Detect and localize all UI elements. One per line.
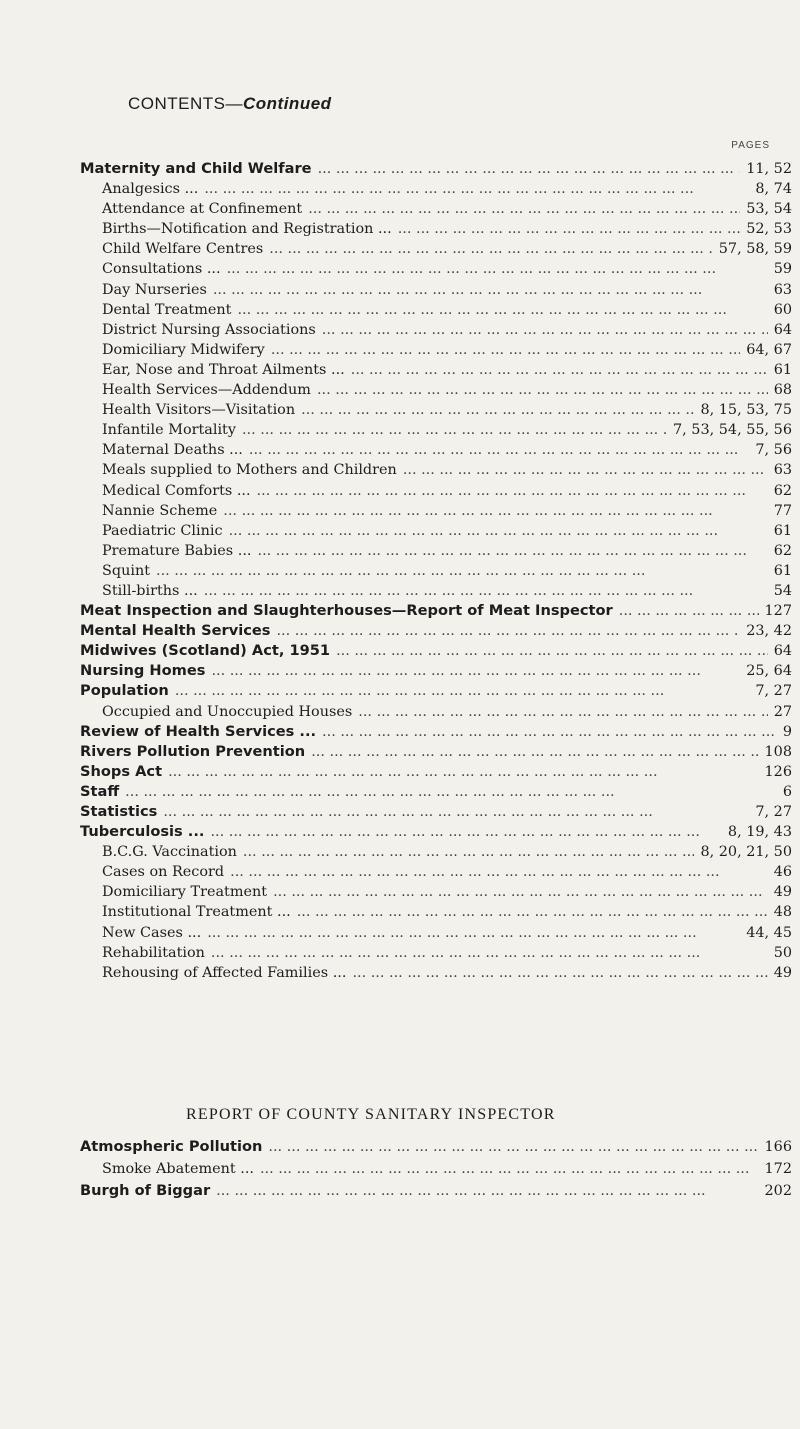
entry-title: Maternity and Child Welfare [80, 160, 312, 177]
dot-leader [322, 320, 768, 340]
header-suffix: Continued [243, 94, 332, 113]
entry-pages: 64 [773, 643, 792, 660]
entry-pages: 77 [773, 502, 792, 519]
entry-pages: 8, 20, 21, 50 [700, 844, 792, 861]
entry-pages: 60 [773, 301, 792, 318]
entry-title: Day Nurseries [102, 281, 207, 298]
entry-title: Atmospheric Pollution [80, 1138, 263, 1155]
contents-entry [80, 320, 792, 340]
dot-leader [317, 380, 768, 400]
dot-leader [125, 782, 777, 802]
entry-title: New Cases ... [102, 924, 202, 941]
entry-title: Nursing Homes [80, 662, 206, 680]
entry-title: Analgesics ... [102, 181, 199, 198]
entry-title: B.C.G. Vaccination [102, 844, 237, 861]
entry-pages: 61 [773, 522, 792, 539]
entry-pages: 108 [764, 743, 792, 760]
dot-leader [336, 641, 768, 661]
entry-title: Meat Inspection and Slaughterhouses—Report of Meat Inspector [80, 602, 613, 620]
dot-leader [213, 280, 768, 300]
entry-pages: 54 [773, 582, 792, 599]
entry-pages: 127 [764, 603, 792, 620]
contents-entry [80, 641, 792, 661]
dot-leader [318, 159, 741, 179]
entry-title: Nannie Scheme [102, 502, 218, 519]
dot-leader [168, 762, 758, 782]
contents-entry [80, 521, 792, 541]
dot-leader [308, 199, 740, 219]
dot-leader [204, 179, 749, 199]
entry-pages: 11, 52 [746, 161, 792, 177]
dot-leader [273, 882, 768, 902]
entry-title: Occupied and Unoccupied Houses [102, 703, 353, 720]
entry-pages: 6 [782, 783, 792, 800]
entry-pages: 53, 54 [746, 201, 792, 218]
entry-title: Maternal Deaths ... [102, 442, 243, 459]
dot-leader [237, 300, 767, 320]
entry-pages: 44, 45 [746, 924, 792, 941]
dot-leader [619, 601, 759, 621]
contents-entry [80, 742, 792, 762]
contents-entry [80, 360, 792, 380]
entry-title: Dental Treatment [102, 301, 232, 318]
dot-leader [211, 943, 768, 963]
dot-leader [227, 259, 768, 279]
dot-leader [352, 963, 767, 983]
contents-entry [80, 902, 792, 922]
dot-leader [223, 501, 767, 521]
dot-leader [351, 360, 768, 380]
dot-leader [260, 1158, 759, 1180]
entry-pages: 49 [773, 964, 792, 981]
contents-entry [80, 621, 792, 641]
header-prefix: CONTENTS— [128, 94, 243, 113]
dot-leader [403, 460, 768, 480]
entry-title: Consultations ... [102, 261, 221, 278]
dot-leader [322, 722, 777, 742]
entry-pages: 7, 56 [755, 442, 792, 459]
entry-title: Meals supplied to Mothers and Children [102, 462, 397, 479]
contents-entry [80, 259, 792, 279]
entry-pages: 202 [764, 1183, 792, 1199]
entry-title: Shops Act [80, 762, 163, 780]
entry-title: Child Welfare Centres [102, 241, 264, 258]
entry-title: Domiciliary Midwifery [102, 341, 265, 358]
contents-entry [80, 541, 792, 561]
entry-title: Population [80, 682, 169, 700]
dot-leader [175, 681, 750, 701]
entry-title: Attendance at Confinement [102, 201, 303, 218]
contents-entry [80, 1180, 792, 1202]
dot-leader [204, 581, 768, 601]
entry-pages: 9 [782, 723, 792, 740]
contents-entry [80, 802, 792, 822]
entry-pages: 52, 53 [746, 221, 792, 238]
entry-pages: 8, 19, 43 [727, 824, 792, 841]
entry-pages: 166 [764, 1139, 792, 1155]
entry-pages: 48 [773, 904, 792, 921]
entry-pages: 172 [764, 1161, 792, 1177]
entry-pages: 7, 27 [755, 683, 792, 700]
contents-entry [80, 963, 792, 983]
contents-entry [80, 762, 792, 782]
contents-entry [80, 300, 792, 320]
report-contents-list [80, 1136, 792, 1202]
contents-entry [80, 822, 792, 842]
entry-title: Health Visitors—Visitation [102, 402, 296, 419]
dot-leader [249, 440, 749, 460]
contents-entry [80, 1158, 792, 1180]
dot-leader [216, 1180, 758, 1202]
contents-entry [80, 943, 792, 963]
entry-title: Statistics [80, 803, 158, 820]
dot-leader [258, 541, 768, 561]
entry-title: Rivers Pollution Prevention [80, 742, 306, 760]
dot-leader [230, 862, 768, 882]
entry-pages: 68 [773, 382, 792, 399]
entry-pages: 7, 27 [755, 804, 792, 820]
report-title: REPORT OF COUNTY SANITARY INSPECTOR [186, 1106, 556, 1123]
entry-title: Births—Notification and Registration ... [102, 221, 392, 238]
contents-entry [80, 862, 792, 882]
entry-pages: 63 [773, 462, 792, 479]
dot-leader [276, 621, 740, 641]
contents-entry [80, 501, 792, 521]
entry-title: Tuberculosis ... [80, 823, 205, 841]
entry-pages: 64 [773, 321, 792, 338]
contents-entry [80, 842, 792, 862]
entry-title: District Nursing Associations [102, 321, 316, 338]
pages-column-label: PAGES [731, 140, 770, 151]
contents-list [80, 159, 792, 983]
contents-entry [80, 581, 792, 601]
dot-leader [210, 822, 721, 842]
entry-title: Review of Health Services ... [80, 722, 317, 740]
dot-leader [297, 902, 768, 922]
dot-leader [269, 239, 713, 259]
entry-title: Cases on Record [102, 864, 225, 881]
contents-entry [80, 420, 792, 440]
contents-entry [80, 561, 792, 581]
contents-entry [80, 782, 792, 802]
contents-entry [80, 681, 792, 701]
entry-title: Institutional Treatment ... [102, 904, 291, 921]
contents-entry [80, 219, 792, 239]
contents-entry [80, 661, 792, 681]
dot-leader [243, 842, 695, 862]
contents-entry [80, 722, 792, 742]
entry-title: Domiciliary Treatment [102, 884, 268, 901]
entry-pages: 61 [773, 562, 792, 579]
entry-title: Rehabilitation [102, 944, 205, 961]
contents-entry [80, 481, 792, 501]
entry-title: Smoke Abatement ... [102, 1161, 254, 1177]
dot-leader [311, 742, 758, 762]
dot-leader [301, 400, 694, 420]
entry-title: Squint [102, 562, 150, 579]
entry-pages: 61 [773, 361, 792, 378]
entry-title: Paediatric Clinic [102, 522, 223, 539]
contents-entry [80, 199, 792, 219]
entry-title: Ear, Nose and Throat Ailments ... [102, 361, 345, 378]
dot-leader [257, 481, 768, 501]
contents-entry [80, 239, 792, 259]
dot-leader [229, 521, 768, 541]
dot-leader [242, 420, 667, 440]
contents-entry [80, 882, 792, 902]
entry-pages: 62 [773, 542, 792, 559]
entry-pages: 46 [773, 864, 792, 881]
contents-entry [80, 1136, 792, 1158]
entry-title: Premature Babies ... [102, 542, 252, 559]
contents-entry [80, 179, 792, 199]
page-header [128, 94, 332, 114]
dot-leader [156, 561, 768, 581]
entry-title: Burgh of Biggar [80, 1182, 211, 1199]
entry-title: Mental Health Services [80, 622, 271, 640]
entry-pages: 62 [773, 482, 792, 499]
dot-leader [271, 340, 740, 360]
entry-pages: 8, 74 [755, 181, 792, 198]
entry-pages: 27 [773, 703, 792, 720]
contents-entry [80, 340, 792, 360]
entry-pages: 57, 58, 59 [718, 241, 792, 258]
entry-title: Staff [80, 782, 120, 800]
entry-title: Rehousing of Affected Families ... [102, 964, 347, 981]
contents-entry [80, 400, 792, 420]
entry-title: Medical Comforts ... [102, 482, 251, 499]
contents-entry [80, 460, 792, 480]
entry-title: Health Services—Addendum [102, 382, 311, 399]
contents-entry [80, 280, 792, 300]
dot-leader [207, 923, 740, 943]
contents-entry [80, 380, 792, 400]
entry-title: Infantile Mortality [102, 422, 236, 439]
entry-pages: 59 [773, 261, 792, 278]
entry-pages: 49 [773, 884, 792, 901]
entry-pages: 7, 53, 54, 55, 56 [673, 422, 792, 439]
entry-title: Still-births ... [102, 582, 198, 599]
entry-title: Midwives (Scotland) Act, 1951 [80, 642, 331, 660]
contents-entry [80, 440, 792, 460]
entry-pages: 8, 15, 53, 75 [700, 402, 792, 419]
entry-pages: 63 [773, 281, 792, 298]
dot-leader [268, 1136, 758, 1158]
entry-pages: 50 [773, 944, 792, 961]
dot-leader [163, 802, 749, 822]
entry-pages: 25, 64 [746, 663, 792, 680]
dot-leader [211, 661, 740, 681]
contents-entry [80, 601, 792, 621]
entry-pages: 126 [764, 763, 792, 780]
entry-pages: 23, 42 [746, 623, 792, 640]
contents-entry [80, 923, 792, 943]
contents-entry [80, 159, 792, 179]
entry-pages: 64, 67 [746, 341, 792, 358]
dot-leader [358, 702, 767, 722]
contents-entry [80, 702, 792, 722]
dot-leader [398, 219, 741, 239]
